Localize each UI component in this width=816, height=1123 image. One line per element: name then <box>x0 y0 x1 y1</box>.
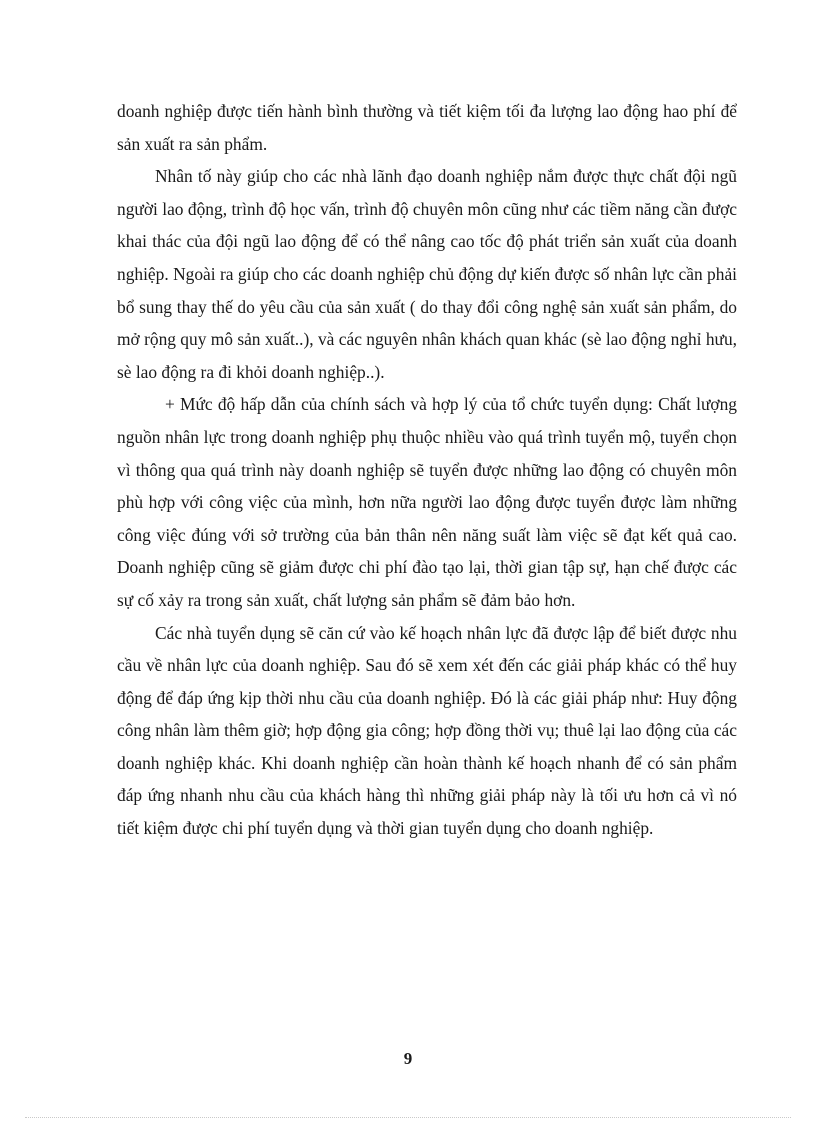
body-text <box>117 95 737 845</box>
footer-divider <box>25 1117 791 1118</box>
paragraph-recruitment-policy: + Mức độ hấp dẫn của chính sách và hợp lý của tổ chức tuyển dụng: Chất lượng nguồn nhân lực trong doanh nghiệp phụ thuộc nhiều vào quá trình tuyển mộ, tuyển chọn vì thông qua quá trình này doanh nghiệp sẽ tuyển được những lao động có chuyên môn phù hợp với công việc của mình, hơn nữa người lao động được tuyển được làm những công việc đúng với sở trường của bản thân nên năng suất làm việc sẽ đạt kết quả cao. Doanh nghiệp cũng sẽ giảm được chi phí đào tạo lại, thời gian tập sự, hạn chế được các sự cố xảy ra trong sản xuất, chất lượng sản phẩm sẽ đảm bảo hơn. <box>117 394 737 610</box>
page-number: 9 <box>403 1049 413 1068</box>
paragraph-continuation: doanh nghiệp được tiến hành bình thường và tiết kiệm tối đa lượng lao động hao phí để sản xuất ra sản phẩm. <box>117 101 737 154</box>
paragraph-recruiters: Các nhà tuyển dụng sẽ căn cứ vào kế hoạch nhân lực đã được lập để biết được nhu cầu về nhân lực của doanh nghiệp. Sau đó sẽ xem xét đến các giải pháp khác có thể huy động để đáp ứng kịp thời nhu cầu của doanh nghiệp. Đó là các giải pháp như: Huy động công nhân làm thêm giờ; hợp động gia công; hợp đồng thời vụ; thuê lại lao động của các doanh nghiệp khác. Khi doanh nghiệp cần hoàn thành kế hoạch nhanh để có sản phẩm đáp ứng nhanh nhu cầu của khách hàng thì những giải pháp này là tối ưu hơn cả vì nó tiết kiệm được chi phí tuyển dụng và thời gian tuyển dụng cho doanh nghiệp. <box>117 622 737 839</box>
paragraph-human-resource-factor: Nhân tố này giúp cho các nhà lãnh đạo doanh nghiệp nắm được thực chất đội ngũ người lao động, trình độ học vấn, trình độ chuyên môn cũng như các tiềm năng cần được khai thác của đội ngũ lao động để có thể nâng cao tốc độ phát triển sản xuất của doanh nghiệp. Ngoài ra giúp cho các doanh nghiệp chủ động dự kiến được số nhân lực cần phải bổ sung thay thế do yêu cầu của sản xuất ( do thay đổi công nghệ sản xuất sản phẩm, do mở rộng quy mô sản xuất..), và các nguyên nhân khách quan khác (sè lao động nghỉ hưu, sè lao động ra đi khỏi doanh nghiệp..). <box>117 166 737 382</box>
